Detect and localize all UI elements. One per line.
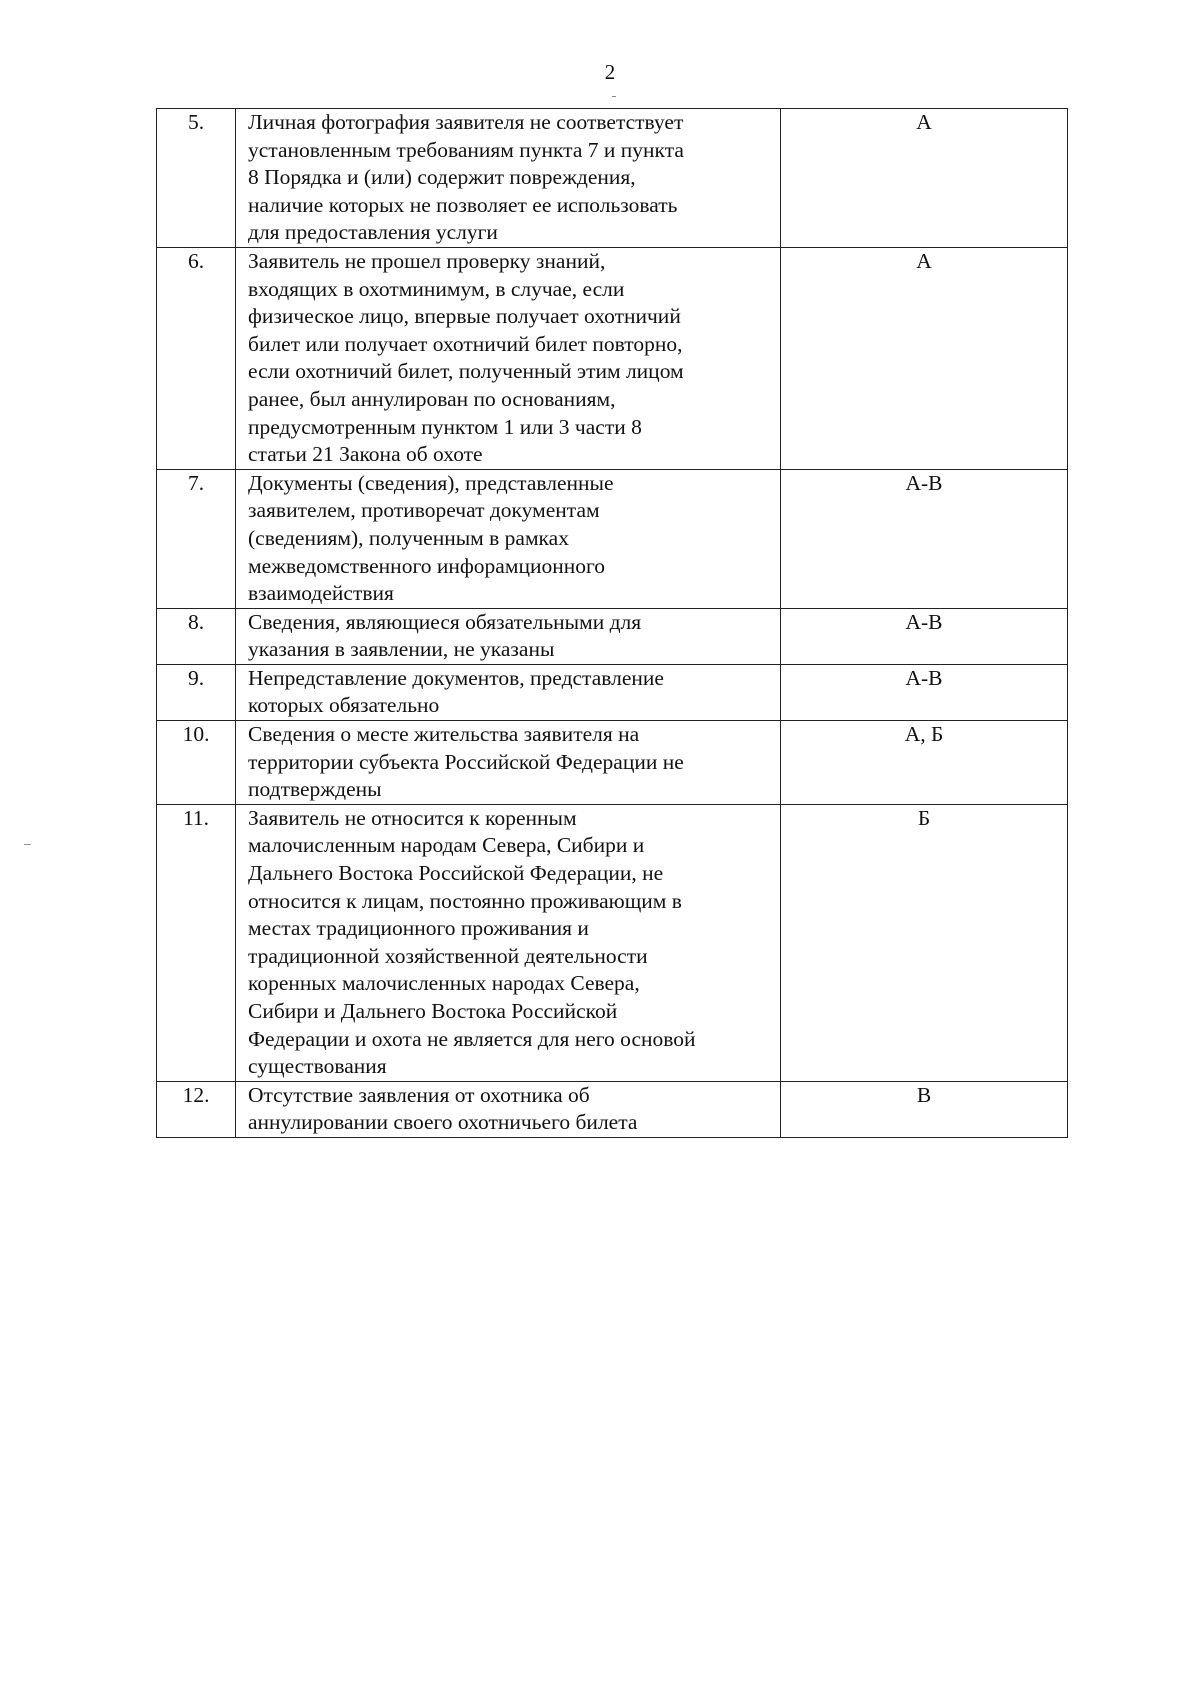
row-number: 11. — [157, 804, 236, 1081]
row-number: 9. — [157, 664, 236, 720]
row-number: 10. — [157, 721, 236, 805]
row-description-text: Заявитель не относится к коренным малочисленным народам Севера, Сибири и Дальнего Востока Российской Федерации, не относится к лицам, постоянно проживающим в местах традиционного проживания и традиционной хозяйственной деятельности коренных малочисленных народах Севера, Сибири и Дальнего Востока Российской Федерации и охота не является для него основой существования — [248, 805, 696, 1079]
table-row — [157, 664, 1068, 720]
row-description-text: Отсутствие заявления от охотника об аннулировании своего охотничьего билета — [248, 1082, 638, 1135]
margin-mark — [24, 844, 31, 845]
row-description — [236, 721, 781, 805]
row-service-code: Б — [781, 804, 1068, 1081]
row-description-text: Документы (сведения), представленные заявителем, противоречат документам (сведениям), полученным в рамках межведомственного инфорамционного взаимодействия — [248, 470, 614, 606]
row-service-code: В — [781, 1081, 1068, 1137]
row-service-code: А-В — [781, 608, 1068, 664]
row-service-code: А — [781, 247, 1068, 469]
row-description — [236, 608, 781, 664]
row-number: 12. — [157, 1081, 236, 1137]
row-description-text: Сведения о месте жительства заявителя на территории субъекта Российской Федерации не подтверждены — [248, 722, 684, 802]
row-number: 7. — [157, 469, 236, 608]
row-description — [236, 1081, 781, 1137]
row-number: 6. — [157, 247, 236, 469]
row-description-text: Непредставление документов, представление которых обязательно — [248, 665, 664, 718]
page-number: 2 — [604, 60, 616, 84]
row-description-text: Заявитель не прошел проверку знаний, входящих в охотминимум, в случае, если физическое лицо, впервые получает охотничий билет или получает охотничий билет повторно, если охотничий билет, полученный этим лицом ранее, был аннулирован по основаниям, предусмотренным пунктом 1 или 3 части 8 статьи 21 Закона об охоте — [248, 248, 684, 467]
row-service-code: А — [781, 109, 1068, 248]
row-service-code: А-В — [781, 664, 1068, 720]
row-description — [236, 469, 781, 608]
row-description-text: Сведения, являющиеся обязательными для указания в заявлении, не указаны — [248, 609, 642, 662]
row-number: 8. — [157, 608, 236, 664]
row-number: 5. — [157, 109, 236, 248]
table-row — [157, 721, 1068, 805]
row-description — [236, 804, 781, 1081]
table-row — [157, 247, 1068, 469]
row-service-code: А-В — [781, 469, 1068, 608]
row-description — [236, 664, 781, 720]
table-row — [157, 1081, 1068, 1137]
row-service-code: А, Б — [781, 721, 1068, 805]
row-description-text: Личная фотография заявителя не соответствует установленным требованиям пункта 7 и пункта 8 Порядка и (или) содержит повреждения, наличие которых не позволяет ее использовать для предоставления услуги — [248, 110, 684, 245]
table-row — [157, 109, 1068, 248]
table-row — [157, 608, 1068, 664]
table-row — [157, 804, 1068, 1081]
refusal-grounds-table — [156, 108, 1068, 1138]
scan-artifact — [612, 96, 616, 97]
table-row — [157, 469, 1068, 608]
row-description — [236, 247, 781, 469]
row-description — [236, 109, 781, 248]
